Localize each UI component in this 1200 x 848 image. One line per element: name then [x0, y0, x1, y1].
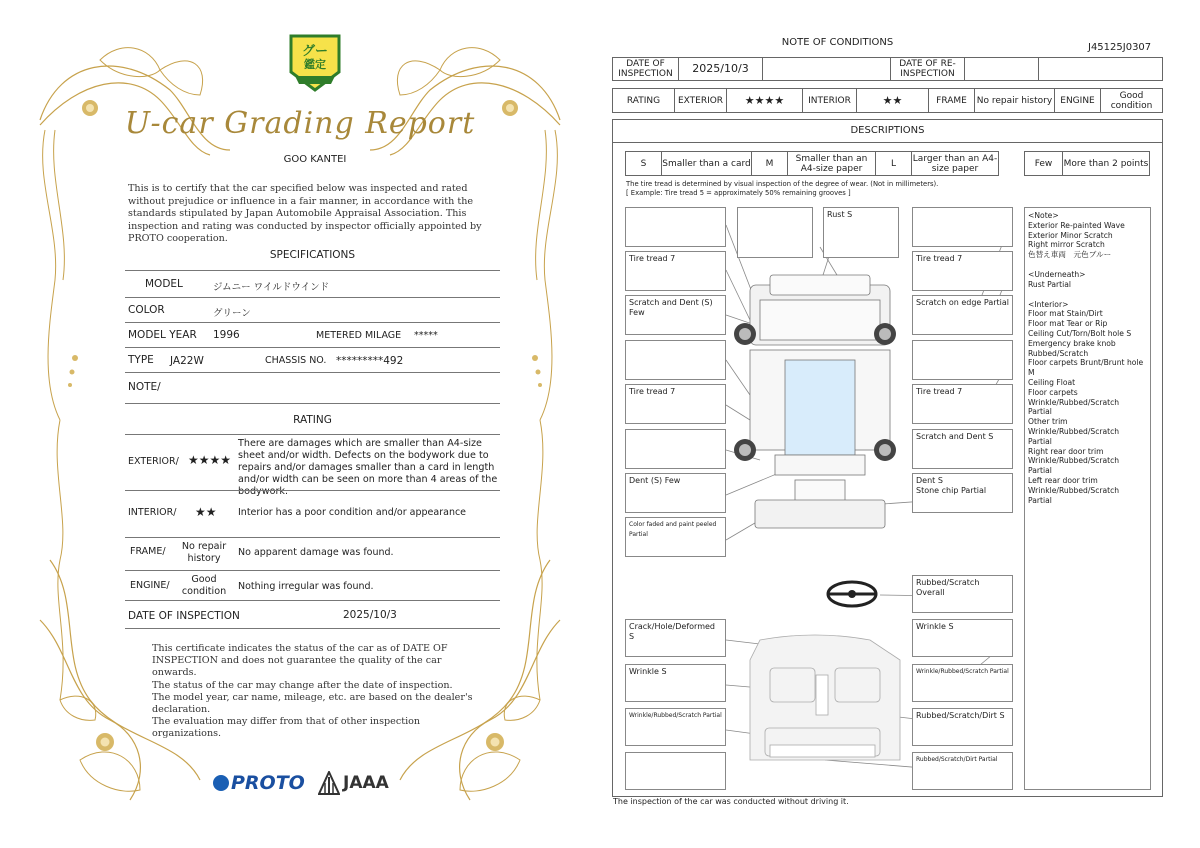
callout-top-mid-left	[737, 207, 813, 258]
engine-description: Nothing irregular was found.	[238, 581, 374, 592]
date-of-inspection-label: DATE OF INSPECTION	[613, 58, 679, 80]
interior-label: INTERIOR	[803, 89, 857, 112]
callout-int-left-4	[625, 752, 726, 790]
date-of-reinspection-label: DATE OF RE-INSPECTION	[891, 58, 965, 80]
tire-note-1: The tire tread is determined by visual inspection of the degree of wear. (Not in millimeters).	[626, 180, 939, 188]
type-value: JA22W	[170, 355, 204, 367]
type-label: TYPE	[128, 354, 154, 366]
color-value: グリーン	[213, 308, 251, 319]
model-value: ジムニー ワイルドウインド	[213, 282, 330, 293]
report-title: U-car Grading Report	[124, 106, 476, 141]
rating-heading: RATING	[293, 414, 332, 426]
callout-top-mid-right: Rust S	[823, 207, 899, 258]
engine-label: ENGINE	[1055, 89, 1101, 112]
model-year-label: MODEL YEAR	[128, 329, 197, 341]
callout-left-1	[625, 207, 726, 247]
note-title: NOTE OF CONDITIONS	[781, 37, 894, 48]
callout-int-right-2: Wrinkle/Rubbed/Scratch Partial	[912, 664, 1013, 702]
exterior-stars: ★★★★	[727, 89, 803, 112]
callout-right-6: Scratch and Dent S	[912, 429, 1013, 469]
note-label: NOTE/	[128, 381, 161, 393]
frame-value: No repair history	[181, 541, 227, 564]
tire-note-2: [ Example: Tire tread 5 = approximately 50% remaining grooves ]	[626, 189, 851, 197]
callout-left-5: Tire tread 7	[625, 384, 726, 424]
date-of-inspection-value: 2025/10/3	[343, 609, 397, 621]
callout-left-2: Tire tread 7	[625, 251, 726, 291]
callout-int-right-3: Rubbed/Scratch/Dirt S	[912, 708, 1013, 746]
interior-description: Interior has a poor condition and/or appearance	[238, 507, 467, 518]
exterior-label: EXTERIOR	[675, 89, 727, 112]
model-year-value: 1996	[213, 329, 240, 341]
callout-right-3: Scratch on edge Partial	[912, 295, 1013, 335]
rating-label: RATING	[613, 89, 675, 112]
callout-right-1	[912, 207, 1013, 247]
callout-left-4	[625, 340, 726, 380]
chassis-value: *********492	[336, 355, 404, 367]
note-of-conditions	[610, 0, 1170, 848]
side-notes: <Note> Exterior Re-painted Wave Exterior Minor Scratch Right mirror Scratch 色替え車両 元色ブルー <Underneath> Rust Partial <Interior> Floor mat Stain/Dirt Floor mat Tear or Rip Ceiling Cut/Torn/Bolt hole S Emergency brake knob Rubbed/Scratch Floor carpets Brunt/Brunt hole M Ceiling Float Floor carpets Wrinkle/Rubbed/Scratch Partial Other trim Wrinkle/Rubbed/Scratch Partial Right rear door trim Wrinkle/Rubbed/Scratch Partial Left rear door trim Wrinkle/Rubbed/Scratch Partial	[1024, 207, 1151, 790]
callout-int-left-3: Wrinkle/Rubbed/Scratch Partial	[625, 708, 726, 746]
legend-m-desc: Smaller than an A4-size paper	[788, 152, 876, 175]
callout-int-left-2: Wrinkle S	[625, 664, 726, 702]
proto-logo-mark-icon	[213, 775, 229, 791]
metered-milage-value: *****	[414, 330, 438, 341]
goo-kantei-badge-logo	[287, 32, 343, 94]
document-id: J45125J0307	[1088, 42, 1152, 53]
callout-left-6	[625, 429, 726, 469]
legend-l: L	[876, 152, 912, 175]
interior-stars: ★★	[195, 505, 217, 519]
report-subtitle: GOO KANTEI	[283, 154, 347, 165]
steering-wheel-icon	[828, 582, 876, 606]
interior-label: INTERIOR/	[128, 507, 177, 518]
callout-steering: Rubbed/Scratch Overall	[912, 575, 1013, 613]
exterior-description: There are damages which are smaller than A4-size sheet and/or width. Defects on the bodywork due to repairs and/or damages smaller than a card in length and/or width can be seen on more than 4 areas of the bodywork.	[238, 438, 498, 497]
callout-right-4	[912, 340, 1013, 380]
callout-left-3: Scratch and Dent (S) Few	[625, 295, 726, 335]
frame-description: No apparent damage was found.	[238, 547, 394, 558]
frame-label: FRAME	[929, 89, 975, 112]
certificate-footer: This certificate indicates the status of the car as of DATE OF INSPECTION and does not guarantee the quality of the car onwards. The status of the car may change after the date of inspection. The model year, car name, mileage, etc. are based on the dealer's declaration. The evaluation may differ from that of other inspection organizations.	[152, 643, 473, 740]
engine-value: Good condition	[181, 574, 227, 597]
proto-logo: PROTO	[213, 770, 313, 796]
callout-int-right-4: Rubbed/Scratch/Dirt Partial	[912, 752, 1013, 790]
callout-left-7: Dent (S) Few	[625, 473, 726, 513]
legend-few-desc: More than 2 points	[1063, 158, 1149, 169]
callout-right-7: Dent S Stone chip Partial	[912, 473, 1013, 513]
callout-left-8: Color faded and paint peeled Partial	[625, 517, 726, 557]
date-of-inspection-value: 2025/10/3	[679, 58, 763, 80]
inspection-footer: The inspection of the car was conducted without driving it.	[613, 797, 849, 806]
descriptions-heading: DESCRIPTIONS	[612, 119, 1163, 143]
callout-right-2: Tire tread 7	[912, 251, 1013, 291]
frame-value: No repair history	[975, 89, 1055, 112]
callout-int-right-1: Wrinkle S	[912, 619, 1013, 657]
legend-m: M	[752, 152, 788, 175]
frame-label: FRAME/	[130, 546, 166, 557]
exterior-label: EXTERIOR/	[128, 456, 179, 467]
engine-value: Good condition	[1110, 90, 1153, 111]
badge-text-main: 鑑定	[304, 58, 326, 71]
model-label: MODEL	[145, 278, 183, 290]
metered-milage-label: METERED MILAGE	[316, 330, 402, 341]
legend-s: S	[626, 152, 662, 175]
date-of-inspection-label: DATE OF INSPECTION	[128, 610, 240, 622]
color-label: COLOR	[128, 304, 165, 316]
callout-right-5: Tire tread 7	[912, 384, 1013, 424]
engine-label: ENGINE/	[130, 580, 170, 591]
specifications-heading: SPECIFICATIONS	[269, 249, 356, 261]
intro-text: This is to certify that the car specified below was inspected and rated without prejudice or influence in a fair manner, in accordance with the standards stipulated by Japan Automobile Appraisal Association. This inspection and rating was conducted by inspector officially appointed by PROTO cooperation.	[128, 183, 482, 244]
legend-l-desc: Larger than an A4-size paper	[912, 153, 998, 174]
legend-few: Few	[1025, 152, 1063, 175]
badge-text-top: グー	[301, 44, 328, 59]
interior-stars: ★★	[857, 89, 929, 112]
chassis-label: CHASSIS NO.	[265, 355, 327, 366]
jaaa-logo: JAAA	[318, 770, 398, 796]
exterior-stars: ★★★★	[188, 453, 232, 467]
callout-int-left-1: Crack/Hole/Deformed S	[625, 619, 726, 657]
legend-s-desc: Smaller than a card	[662, 152, 752, 175]
jaaa-logo-mark-icon	[318, 771, 340, 795]
